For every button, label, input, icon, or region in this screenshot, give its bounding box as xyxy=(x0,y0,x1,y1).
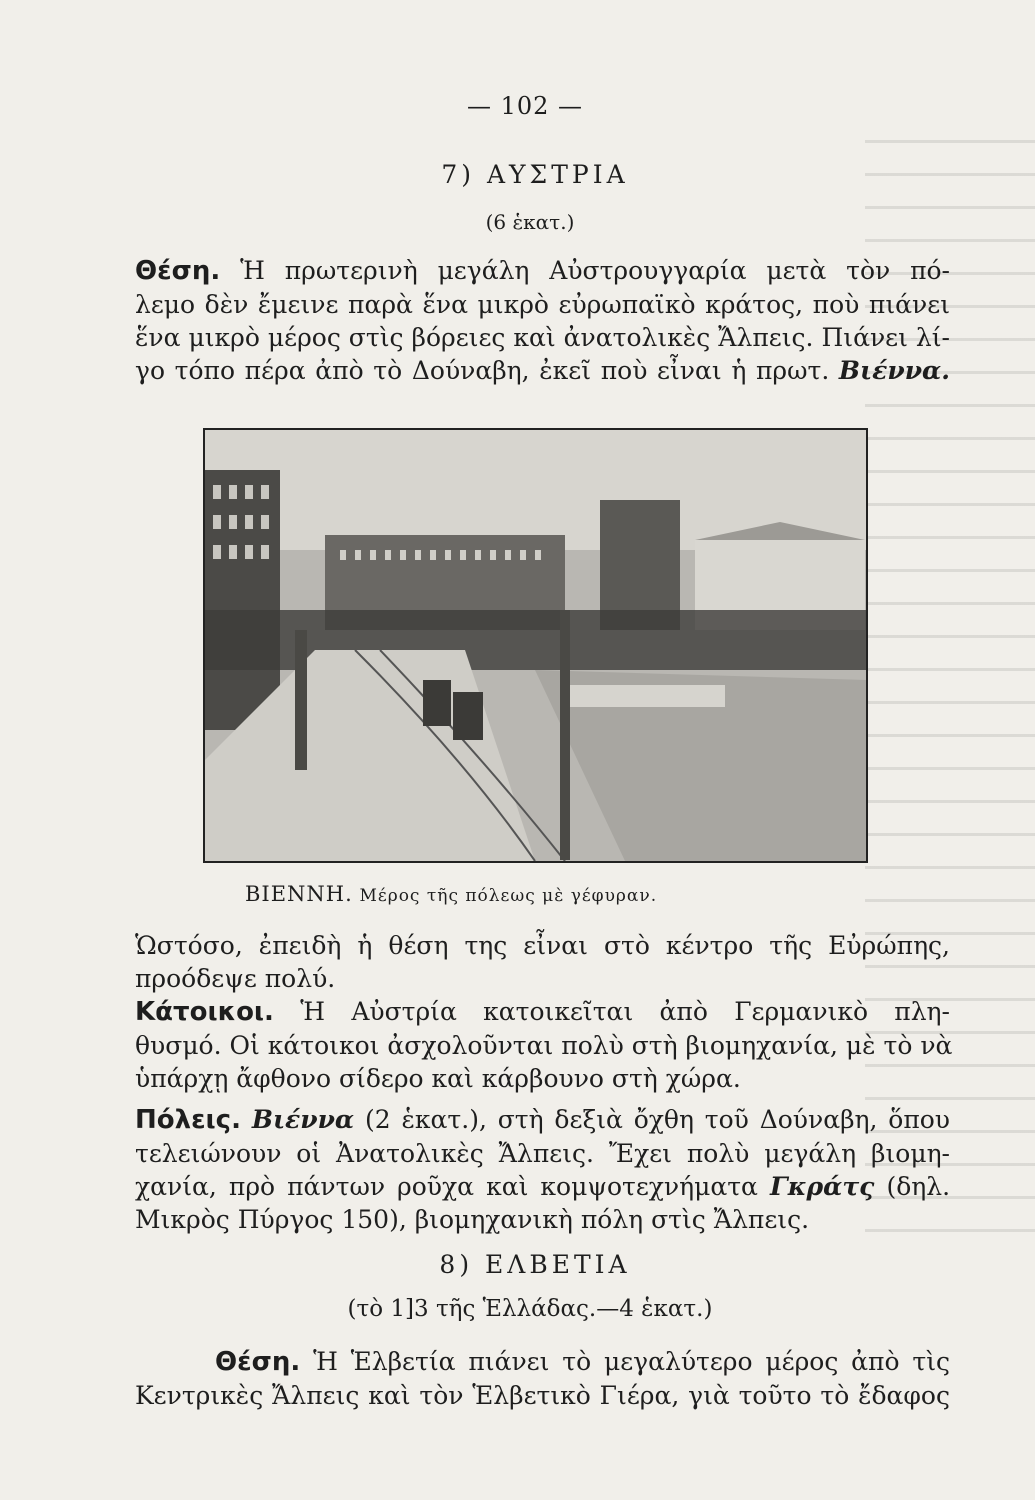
page-number: — 102 — xyxy=(466,92,584,120)
caption-title: ΒΙΕΝΝΗ. xyxy=(245,882,353,906)
paragraph-line: προόδεψε πολύ. xyxy=(135,964,336,993)
section-subheading-switzerland: (τὸ 1]3 τῆς Ἑλλάδας.—4 ἑκατ.) xyxy=(347,1296,713,1322)
paragraph-line: λεμο δὲν ἔμεινε παρὰ ἕνα μικρὸ εὐρωπαϊκὸ κράτος, ποὺ πιάνει xyxy=(135,290,950,319)
paragraph-line: Θέση. Ἡ Ἑλβετία πιάνει τὸ μεγαλύτερο μέρος ἀπὸ τὶς xyxy=(215,1347,950,1377)
paragraph-line: γο τόπο πέρα ἀπὸ τὸ Δούναβη, ἐκεῖ ποὺ εἶναι ἡ πρωτ. Βιέννα. xyxy=(135,356,950,385)
austria-inhabitants-paragraph xyxy=(135,995,953,1095)
paragraph-line: ἕνα μικρὸ μέρος στὶς βόρειες καὶ ἀνατολικὲς Ἄλπεις. Πιάνει λί- xyxy=(135,323,950,352)
graz-term: Γκράτς xyxy=(770,1172,875,1201)
caption-text: Μέρος τῆς πόλεως μὲ γέφυραν. xyxy=(359,886,658,906)
paragraph-line: τελειώνουν οἱ Ἀνατολικὲς Ἄλπεις. Ἔχει πολὺ μεγάλη βιομη- xyxy=(135,1139,950,1168)
paragraph-label: Θέση. xyxy=(135,256,221,286)
vienna-term: Βιέννα xyxy=(251,1105,355,1134)
paragraph-line: χανία, πρὸ πάντων ροῦχα καὶ κομψοτεχνήματα Γκράτς (δηλ. xyxy=(135,1172,951,1201)
paragraph-line: Θέση. Ἡ πρωτερινὴ μεγάλη Αὐστρουγγαρία μετὰ τὸν πό- xyxy=(135,256,950,286)
paragraph-line: Κεντρικὲς Ἄλπεις καὶ τὸν Ἑλβετικὸ Γιέρα, γιὰ τοῦτο τὸ ἔδαφος xyxy=(135,1381,950,1410)
austria-cities-paragraph xyxy=(135,1103,950,1236)
section-heading-switzerland: 8) ΕΛΒΕΤΙΑ xyxy=(439,1250,631,1279)
paragraph-label: Πόλεις. xyxy=(135,1105,241,1135)
austria-continuation-paragraph xyxy=(135,929,950,995)
paragraph-line: θυσμό. Οἱ κάτοικοι ἀσχολοῦνται πολὺ στὴ βιομηχανία, μὲ τὸ νὰ xyxy=(135,1031,953,1060)
switzerland-position-paragraph xyxy=(135,1345,950,1412)
section-subheading-austria: (6 ἑκατ.) xyxy=(485,210,575,234)
paragraph-label: Θέση. xyxy=(215,1347,301,1377)
paragraph-line: Πόλεις. Βιέννα (2 ἑκατ.), στὴ δεξιὰ ὄχθη τοῦ Δούναβη, ὅπου xyxy=(135,1105,951,1135)
section-heading-austria: 7) ΑΥΣΤΡΙΑ xyxy=(441,160,629,189)
paragraph-line: Κάτοικοι. Ἡ Αὐστρία κατοικεῖται ἀπὸ Γερμανικὸ πλη- xyxy=(135,997,950,1027)
paragraph-line: Μικρὸς Πύργος 150), βιομηχανικὴ πόλη στὶς Ἄλπεις. xyxy=(135,1205,810,1234)
paragraph-line: Ὡστόσο, ἐπειδὴ ἡ θέση της εἶναι στὸ κέντρο τῆς Εὐρώπης, xyxy=(135,931,950,960)
vienna-term: Βιέννα. xyxy=(838,356,950,385)
austria-position-paragraph xyxy=(135,254,950,387)
vienna-photograph xyxy=(203,428,868,863)
paragraph-label: Κάτοικοι. xyxy=(135,997,274,1027)
paragraph-line: ὑπάρχῃ ἄφθονο σίδερο καὶ κάρβουνο στὴ χώρα. xyxy=(135,1064,741,1093)
vienna-street-illustration xyxy=(205,430,866,861)
photo-caption xyxy=(245,882,657,906)
